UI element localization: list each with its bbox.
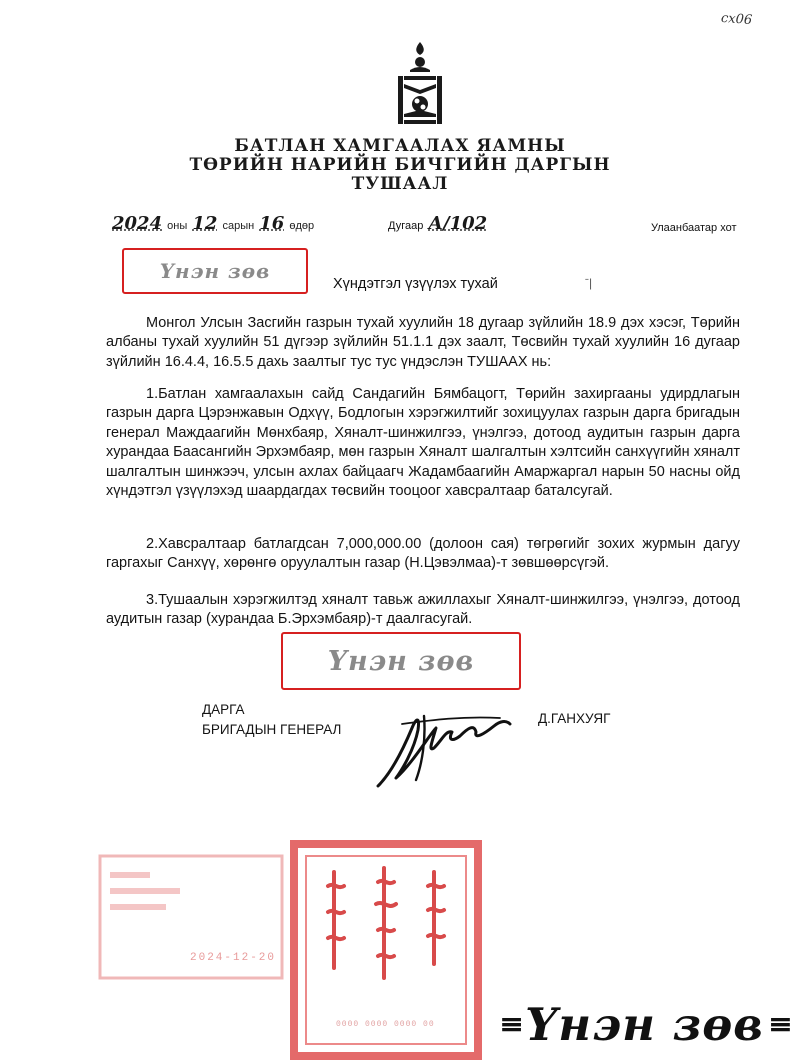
order-number-label: Дугаар <box>388 220 424 232</box>
watermark-dash-right: ≡ <box>767 1007 790 1042</box>
date-year: 2024 <box>112 213 163 234</box>
handwritten-corner-note: сх06 <box>720 10 753 29</box>
document-type: ТУШААЛ <box>351 174 449 194</box>
seal-serial-number: 0000 0000 0000 00 <box>336 1020 435 1029</box>
stamp-date: 2024-12-20 <box>190 952 277 964</box>
ministry-title: БАТЛАН ХАМГААЛАХ ЯАМНЫ <box>234 136 566 156</box>
city-name: Улаанбаатар хот <box>651 222 737 234</box>
office-title: ТӨРИЙН НАРИЙН БИЧГИЙН ДАРГЫН <box>189 155 611 175</box>
date-month: 12 <box>192 213 218 234</box>
date-month-suffix: сарын <box>222 220 255 232</box>
subject-line: Хүндэтгэл үзүүлэх тухай <box>333 276 498 292</box>
signatory-name: Д.ГАНХУЯГ <box>538 711 611 726</box>
issue-date <box>110 213 314 234</box>
paragraph-2: 2.Хавсралтаар батлагдсан 7,000,000.00 (долоон сая) төгрөгийг зохих журмын дагуу гаргахыг Санхүү, хөрөнгө оруулалтын газар (Н.Цэвэлмаа)-т зөвшөөрсүгэй. <box>106 536 740 572</box>
intro-paragraph: Монгол Улсын Засгийн газрын тухай хуулийн 18 дугаар зүйлийн 18.9 дэх хэсэг, Төрийн албаны тухай хуулийн 51 дүгээр зүйлийн 51.1.1 дэх заалт, Төсвийн тухай хуулийн 16 дугаар зүйлийн 16.4.4, 16.5.5 дахь заалтыг тус тус үндэслэн ТУШААХ нь: <box>106 315 740 370</box>
watermark-badge-small: Үнэн зөв <box>122 248 308 294</box>
watermark-large <box>499 998 790 1051</box>
watermark-badge-center: Үнэн зөв <box>281 632 521 690</box>
paragraph-1: 1.Батлан хамгаалахын сайд Сандагийн Бямбацогт, Төрийн захиргааны удирдлагын газрын дарга Цэрэнжавын Одхүү, Бодлогын хэрэгжилтийг зохицуулах газрын дарга бригадын генерал Маждаагийн Мөнхбаяр, Хяналт-шинжилгээ, үнэлгээ, дотоод аудитын газрын дарга хурандаа Баасангийн Эрхэмбаяр, мөн газрын Хяналт шалгалтын хэлтсийн санхүүгийн хяналт шалгалтын шинжээч, улсын ахлах байцаагч Жадамбаагийн Амаржаргал нарын 50 насны ойд хүндэтгэл үзүүлэхэд шаардагдах төсвийн тооцоог хавсралтаар баталсугай. <box>106 386 740 500</box>
order-number-value: А/102 <box>428 213 488 234</box>
paragraph-3: 3.Тушаалын хэрэгжилтэд хяналт тавьж ажиллахыг Хяналт-шинжилгээ, үнэлгээ, дотоод аудитын газар (хурандаа Б.Эрхэмбаяр)-т даалгасугай. <box>106 592 740 628</box>
watermark-large-text: Үнэн зөв <box>525 998 764 1051</box>
tick-mark: ˉ| <box>585 276 593 290</box>
signatory-title: ДАРГА БРИГАДЫН ГЕНЕРАЛ <box>202 702 342 737</box>
watermark-dash-left: ≡ <box>499 1007 522 1042</box>
handwritten-signature <box>372 694 517 794</box>
order-number <box>388 213 489 234</box>
soyombo-emblem-icon <box>393 40 447 132</box>
date-day: 16 <box>259 213 285 234</box>
date-day-suffix: өдөр <box>289 220 315 232</box>
date-year-suffix: оны <box>167 220 188 232</box>
